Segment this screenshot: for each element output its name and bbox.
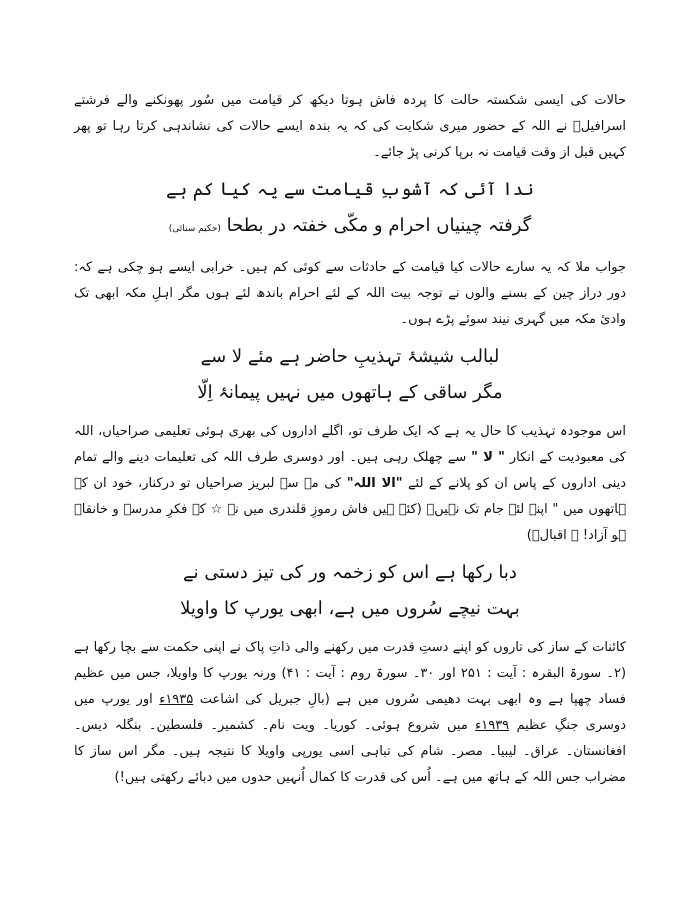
verse-couplet-2 (74, 339, 626, 411)
para-3-part-2: سے چھلک رہی ہیں۔ اور دوسری طرف اللہ کی تعلیمات دینے والے تمام دینی اداروں کے پاس ان کو پلانے کے لئے (74, 450, 626, 491)
verse-2-line-1: لبالب شیشۂ تہذیبِ حاضر ہے مئے لا سے (200, 346, 500, 367)
paragraph-universe (74, 635, 626, 791)
verse-1-line-2 (74, 208, 626, 247)
quote-illallah: "الا اللہ" (346, 476, 403, 491)
para-3-part-3: کی مے سے لبریز صراحیاں تو درکنار، خود ان کے ہاتھوں میں " اپنے لئے جام تک نہیں۔ (کئے ہیں فاش رموزِ قلندری میں نے ☆ کہ فکرِ مدرسہ و خانقاہ ہو آزاد! ۔ اقبالؔ) (74, 476, 626, 543)
verse-3-line-2: بہت نیچے سُروں میں ہے، ابھی یورپ کا واویلا (180, 598, 520, 619)
paragraph-intro: حالات کی ایسی شکستہ حالت کا پردہ فاش ہوتا دیکھ کر قیامت میں سُور پھونکنے والے فرشتے اسرافیلؑ نے اللہ کے حضور میری شکایت کی کہ یہ بندہ ایسے حالات کی نشاندہی کرتا رہا تو پھر کہیں قبل از وقت قیامت نہ برپا کرنی پڑ جائے۔ (74, 93, 626, 160)
paragraph-answer: جواب ملا کہ یہ سارے حالات کیا قیامت کے حادثات سے کوئی کم ہیں۔ خرابی ایسے ہو چکی ہے کہ: دور دراز چین کے بسنے والوں نے توجہ بیت اللہ کے لئے احرام باندھ لئے ہوں مگر اہلِ مکہ ابھی تک وادئ مکہ میں گہری نیند سوئے پڑے ہوں۔ (74, 260, 626, 327)
para-4-part-1: کائنات کے ساز کی تاروں کو اپنے دستِ قدرت میں رکھنے والی ذاتِ پاک نے اپنی حکمت سے بچا رکھا ہے (۲۔ سورۃ البقرہ : آیت : ۲۵۱ اور ۳۰۔ سورۃ روم : آیت : ۴۱) ورنہ یورپ کا واویلا، جس میں عظیم فساد چھپا ہے وہ ابھی بہت دھیمی سُروں میں ہے (بالِ جبریل کی اشاعت (74, 640, 627, 707)
verse-couplet-1 (74, 172, 626, 247)
verse-2-line-2: مگر ساقی کے ہاتھوں میں نہیں پیمانۂ اِلّا (197, 382, 503, 403)
year-1935: ۱۹۳۵ء (159, 692, 194, 707)
year-1939: ۱۹۳۹ء (475, 718, 510, 733)
verse-1-attribution: (حکیم سنائی) (168, 224, 221, 234)
quote-la: " لا " (471, 450, 505, 465)
verse-couplet-3 (74, 555, 626, 627)
para-4-part-2: اور یورپ میں دوسری جنگِ عظیم (74, 692, 626, 733)
para-3-part-1: اس موجودہ تہذیب کا حال یہ ہے کہ ایک طرف تو، اگلے اداروں کی بھری ہوئی تعلیمی صراحیاں، اللہ کی معبودیت کے انکار (74, 424, 626, 465)
paragraph-civilization (74, 419, 626, 549)
para-4-part-3: میں شروع ہوئی۔ کوریا۔ ویت نام۔ کشمیر۔ فلسطین۔ بنگلہ دیس۔ افغانستان۔ عراق۔ لیبیا۔ مصر۔ شام کی تباہی اسی یورپی واویلا کا نتیجہ ہیں۔ مگر اس ساز کا مضراب جس اللہ کے ہاتھ میں ہے۔ اُس کی قدرت کا کمال اُنہیں حدوں میں دبائے رکھتی ہیں!) (74, 718, 626, 785)
verse-3-line-1: دبا رکھا ہے اس کو زخمہ ور کی تیز دستی نے (183, 562, 517, 583)
verse-1-line-2-text: گرفتہ چینیاں احرام و مکّی خفتہ در بطحا (226, 215, 532, 236)
verse-1-line-1: ندا آئی کہ آشوبِ قیامت سے یہ کیا کم ہے (166, 179, 534, 200)
